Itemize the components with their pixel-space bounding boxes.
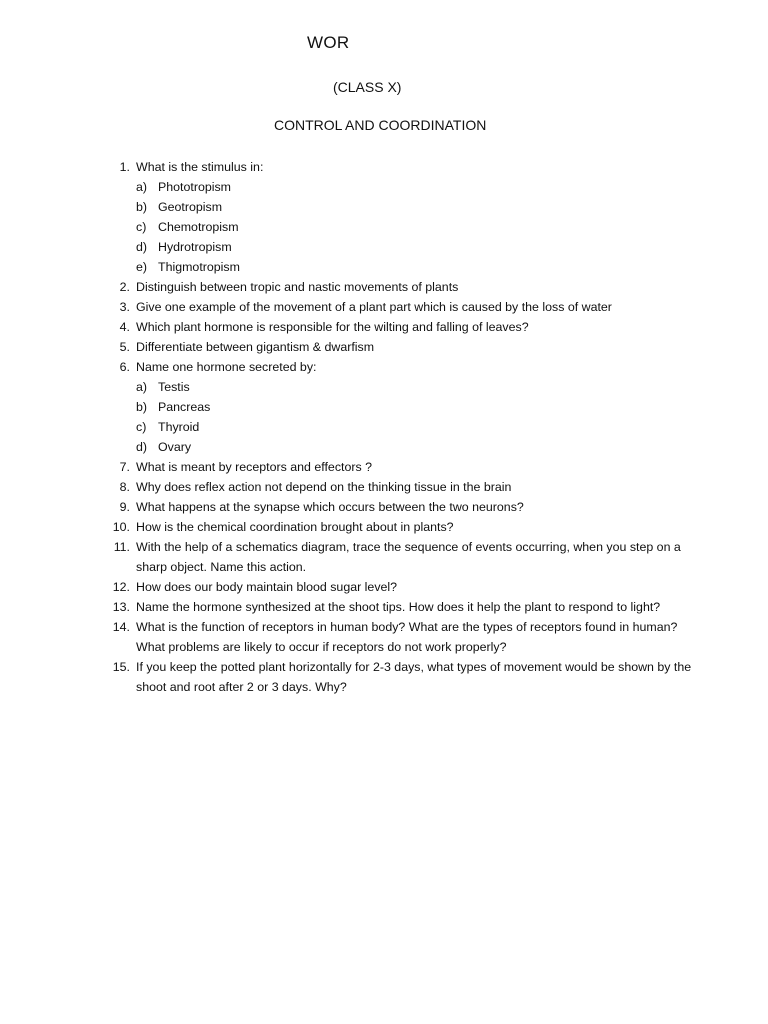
question-number: 9. <box>119 500 130 514</box>
question-text: If you keep the potted plant horizontally for 2-3 days, what types of movement would be shown by the shoot and root after 2 or 3 days. Why? <box>136 660 692 694</box>
sub-question-letter: d) <box>136 440 148 454</box>
sub-question-list <box>136 377 706 457</box>
question-text: How does our body maintain blood sugar level? <box>136 580 398 594</box>
sub-question-item <box>136 217 706 237</box>
question-number: 3. <box>119 300 130 314</box>
question-text: What is the stimulus in: <box>136 160 264 174</box>
question-number: 11. <box>113 540 130 554</box>
question-text: What happens at the synapse which occurs between the two neurons? <box>136 500 524 514</box>
sub-question-text: Phototropism <box>158 180 232 194</box>
question-number: 8. <box>119 480 130 494</box>
sub-question-letter: c) <box>136 420 147 434</box>
sub-question-item <box>136 377 706 397</box>
question-text: Which plant hormone is responsible for the wilting and falling of leaves? <box>136 320 529 334</box>
question-text: What is meant by receptors and effectors ? <box>136 460 372 474</box>
question-list <box>106 157 706 697</box>
sub-question-item <box>136 437 706 457</box>
sub-question-letter: e) <box>136 260 148 274</box>
sub-question-letter: d) <box>136 240 148 254</box>
question-text: Distinguish between tropic and nastic movements of plants <box>136 280 459 294</box>
question-item <box>106 597 706 617</box>
sub-question-item <box>136 197 706 217</box>
sub-question-letter: a) <box>136 180 148 194</box>
question-number: 7. <box>119 460 130 474</box>
sub-question-text: Ovary <box>158 440 192 454</box>
question-text: Name one hormone secreted by: <box>136 360 317 374</box>
question-item <box>106 537 706 577</box>
worksheet-title: WOR <box>307 33 350 52</box>
sub-question-letter: b) <box>136 200 148 214</box>
sub-question-item <box>136 237 706 257</box>
question-number: 12. <box>112 580 130 594</box>
sub-question-text: Geotropism <box>158 200 223 214</box>
question-number: 6. <box>119 360 130 374</box>
question-item <box>106 657 706 697</box>
question-number: 15. <box>112 660 130 674</box>
question-item <box>106 357 706 457</box>
question-item <box>106 577 706 597</box>
question-item <box>106 517 706 537</box>
question-number: 13. <box>112 600 130 614</box>
sub-question-item <box>136 417 706 437</box>
sub-question-item <box>136 177 706 197</box>
question-number: 2. <box>119 280 130 294</box>
question-text: Give one example of the movement of a plant part which is caused by the loss of water <box>136 300 612 314</box>
sub-question-text: Thigmotropism <box>158 260 240 274</box>
sub-question-list <box>136 177 706 277</box>
question-item <box>106 337 706 357</box>
question-text: With the help of a schematics diagram, trace the sequence of events occurring, when you step on a sharp object. Name this action. <box>136 540 681 574</box>
topic-heading: CONTROL AND COORDINATION <box>274 117 487 133</box>
question-number: 14. <box>112 620 130 634</box>
question-text: Why does reflex action not depend on the thinking tissue in the brain <box>136 480 512 494</box>
sub-question-text: Hydrotropism <box>158 240 232 254</box>
question-item <box>106 617 706 657</box>
question-number: 4. <box>119 320 130 334</box>
question-text: How is the chemical coordination brought about in plants? <box>136 520 454 534</box>
question-item <box>106 317 706 337</box>
sub-question-text: Chemotropism <box>158 220 239 234</box>
question-text: What is the function of receptors in human body? What are the types of receptors found in human? What problems are likely to occur if receptors do not work properly? <box>136 620 678 654</box>
question-number: 10. <box>112 520 130 534</box>
question-number: 1. <box>119 160 130 174</box>
sub-question-text: Pancreas <box>158 400 211 414</box>
question-item <box>106 457 706 477</box>
question-item <box>106 477 706 497</box>
sub-question-letter: b) <box>136 400 148 414</box>
sub-question-item <box>136 397 706 417</box>
class-label: (CLASS X) <box>333 79 402 95</box>
sub-question-letter: c) <box>136 220 147 234</box>
question-item <box>106 497 706 517</box>
question-number: 5. <box>119 340 130 354</box>
question-text: Name the hormone synthesized at the shoot tips. How does it help the plant to respond to light? <box>136 600 661 614</box>
sub-question-text: Testis <box>158 380 190 394</box>
question-item <box>106 277 706 297</box>
question-text: Differentiate between gigantism & dwarfism <box>136 340 375 354</box>
question-item <box>106 297 706 317</box>
question-item <box>106 157 706 277</box>
sub-question-item <box>136 257 706 277</box>
sub-question-letter: a) <box>136 380 148 394</box>
sub-question-text: Thyroid <box>158 420 200 434</box>
